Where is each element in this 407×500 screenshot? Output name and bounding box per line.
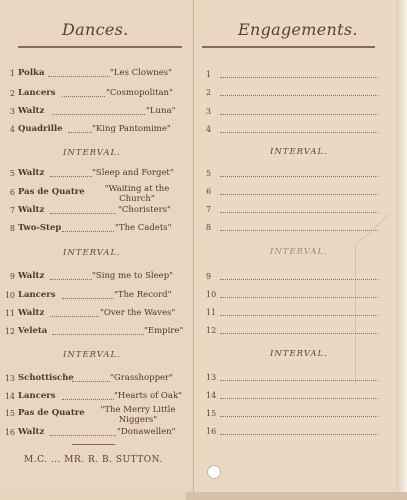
dance-dots [62,290,114,299]
engagements-title-rule [202,46,375,48]
dance-number: 9 [9,272,15,281]
engagement-line [220,408,378,417]
engagement-number: 3 [206,107,212,116]
dance-number: 13 [4,374,15,383]
mc-footer: M.C. ... MR. R. B. SUTTON. [24,455,163,465]
small-divider [72,444,115,445]
engagement-line [220,426,378,435]
punch-hole [207,465,221,479]
dance-name: Schottische [18,373,74,383]
engagement-number: 16 [206,427,217,436]
dance-tune: "Waiting at the Church" [104,184,170,204]
engagement-number: 10 [206,290,217,299]
dance-tune: "Luna" [146,106,176,116]
dance-dots [48,68,110,77]
dance-dots [50,271,92,280]
engagement-number: 4 [206,125,212,134]
dance-number: 4 [9,125,15,134]
dance-dots [68,124,92,133]
engagement-line [220,307,378,316]
dance-tune: "Sleep and Forget" [92,168,174,178]
dance-tune: "Donawellen" [117,427,176,437]
engagement-number: 9 [206,272,212,281]
dance-number: 14 [4,392,15,401]
engagement-number: 6 [206,187,212,196]
engagement-number: 7 [206,205,212,214]
bottom-edge [186,492,407,500]
interval-label: INTERVAL. [270,247,328,257]
engagement-line [220,271,378,280]
interval-label: INTERVAL. [63,350,121,360]
dance-tune: "King Pantomime" [92,124,171,134]
engagement-line [220,289,378,298]
dances-title-rule [18,46,182,48]
engagement-number: 15 [206,409,217,418]
dance-tune: "The Merry Little Niggers" [100,405,176,425]
engagement-number: 5 [206,169,212,178]
dance-name: Waltz [18,427,45,437]
dance-number: 5 [9,169,15,178]
dance-name: Lancers [18,391,56,401]
dance-number: 10 [4,291,15,300]
dance-tune: "Sing me to Sleep" [92,271,174,281]
dance-tune: "The Record" [114,290,172,300]
dance-dots [50,168,92,177]
engagement-number: 14 [206,391,217,400]
engagement-line [220,222,378,231]
dance-tune: "Cosmopolitan" [106,88,173,98]
interval-label: INTERVAL. [63,148,121,158]
interval-label: INTERVAL. [270,147,328,157]
dance-number: 16 [4,428,15,437]
interval-label: INTERVAL. [270,349,328,359]
card-edge [396,0,407,500]
dance-name: Waltz [18,168,45,178]
dance-name: Lancers [18,290,56,300]
dance-name: Waltz [18,205,45,215]
dance-tune: "Over the Waves" [100,308,176,318]
dance-number: 1 [9,69,15,78]
dance-number: 8 [9,224,15,233]
engagement-line [220,204,378,213]
dance-name: Polka [18,68,45,78]
dance-name: Two-Step [18,223,62,233]
dance-number: 2 [9,89,15,98]
dance-name: Waltz [18,308,45,318]
engagement-number: 8 [206,223,212,232]
dance-dots [62,391,114,400]
dance-dots [50,308,99,317]
dance-number: 12 [4,327,15,336]
dance-name: Lancers [18,88,56,98]
dances-title: Dances. [62,20,129,39]
dance-name: Pas de Quatre [18,187,85,197]
engagement-line [220,87,378,96]
dance-number: 15 [4,409,15,418]
engagement-line [220,106,378,115]
dance-dots [72,373,110,382]
dance-dots [52,106,145,115]
dance-name: Veleta [18,326,48,336]
engagement-line [220,390,378,399]
dance-dots [50,205,116,214]
dance-number: 7 [9,206,15,215]
engagement-number: 2 [206,88,212,97]
engagement-line [220,372,378,381]
engagement-line [220,325,378,334]
engagement-line [220,124,378,133]
dance-tune: "Les Clownes" [110,68,173,78]
dance-name: Waltz [18,106,45,116]
engagement-number: 11 [206,308,217,317]
engagement-number: 1 [206,70,212,79]
dance-tune: "Empire" [144,326,184,336]
dance-number: 3 [9,107,15,116]
dance-tune: "The Cadets" [115,223,172,233]
dance-number: 11 [4,309,15,318]
dance-dots [52,326,144,335]
dance-dots [50,427,116,436]
dance-dots [62,88,105,97]
interval-label: INTERVAL. [63,248,121,258]
dance-tune: "Hearts of Oak" [114,391,183,401]
engagements-title: Engagements. [238,20,358,39]
engagement-number: 13 [206,373,217,382]
engagement-line [220,69,378,78]
dance-dots [62,223,114,232]
dance-tune: "Choristers" [118,205,171,215]
dance-name: Quadrille [18,124,63,134]
dance-tune: "Grasshopper" [110,373,174,383]
engagement-line [220,168,378,177]
dance-number: 6 [9,188,15,197]
engagement-number: 12 [206,326,217,335]
dance-name: Waltz [18,271,45,281]
engagement-line [220,186,378,195]
dance-name: Pas de Quatre [18,408,85,418]
